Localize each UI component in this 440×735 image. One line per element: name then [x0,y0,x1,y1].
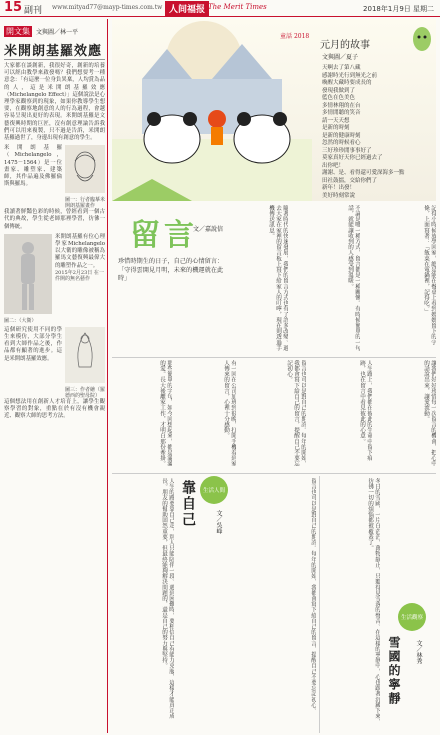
poem-line: 三好珍珍閒事事好了 [322,147,372,154]
poem-line: 喚醒大藏時要成長的 [322,80,372,86]
column-text-8: 讓我們好好珍惜每一次留言的機會，把心中的話說出來，讓愛流動。 [423,360,436,467]
left-para2: 米開朗基羅（Michelangelo，1475－1564）是一位畫家、雕塑家、建築師，其作品遍及佛羅倫斯與羅馬。 [4,145,62,188]
self-title: 靠自己 [180,480,196,528]
caption-2b: 2015年2月23日 在一件開的無名藝作 [55,269,104,282]
poem-line: 藍色在色美色 [322,95,356,101]
poem-line: 天啊去了第八藏 [322,65,361,71]
poem-line: 發現我做到了 [322,87,356,94]
poem-line: 出你吧！ [322,162,345,169]
poem-line: 請一天天想 [322,117,350,124]
poem-line: 新年！出發！ [322,185,356,191]
calm-byline: 文／林秀 [415,640,422,664]
feature-author: 文／嘉說信 [193,226,224,233]
section-name: 副刊 [24,6,43,16]
statue-david-image [4,234,52,314]
left-title: 米開朗基羅效應 [4,40,105,60]
poem-line: 謝謝、是、看得還可愛深海多一點 [322,170,405,176]
art-stamp-year: 2018 [293,33,310,40]
column-text-2: 不論是哪一種方式，留言都是一種關懷。有時候簡單的一句話，就能讓收到的人感受到溫暖。 [347,205,360,351]
page-header [0,0,440,17]
panda-illustration [112,19,312,201]
poem-title: 元月的故事 [320,40,370,51]
feature-title: 留言 [130,218,198,253]
left-byline: 文與圖／林一平 [36,29,79,36]
left-column-article [4,19,105,733]
art-stamp: 童話 [280,33,293,40]
newspaper-logo-en: The Merit Times [208,3,267,11]
caption-3: 圖三：作者繪（羅德西的聖母院） [65,386,105,399]
row-divider-2 [112,473,436,474]
illustration-panel [112,19,436,201]
caption-2: 圖二：（大衛） [4,317,37,324]
sketch-madonna-image [65,327,105,383]
left-para6: 這個想法用在創新人才培育上，讓學生觀察學習的對象，重點在於有沒有機會親近、觀察大師的思考方法。 [4,398,105,420]
left-para4: 米開朗基羅有位心理學家Michelangelo以大衛的雕像被稱為羅馬文藝復興最偉大的雕塑作品之一。 [55,233,105,269]
column-divider [107,19,108,733]
self-byline: 文／吳峰 [215,510,222,534]
self-badge: 生活人間 [200,476,228,504]
column-text-3: 記得小時候放學回家，總是能在餐桌上看到媽媽留下的字條，上面寫著：「飯菜在電鍋裡，記得吃。」 [423,205,436,345]
header-url: www.mityad77@mayp-times.com.tw [52,4,163,11]
calm-title: 雪國的寧靜 [387,636,401,706]
left-para5: 這個研究使用不同的學生來模仿，大部分學生看到大師作品之後，作品都有顯著的進步。這是米開朗基羅效應。 [4,326,62,362]
poem-line: 忽然的時候看心 [322,140,361,146]
row-divider [112,357,436,358]
poem-author: 文與圖／夏子 [322,54,359,61]
left-para3: 我讀著鮮豔色彩的時候，曾經看到一個古代的典故，學生從老師那裡學習，彷彿一個傳統。 [4,209,105,230]
calm-text: 冬日的雪國，一片白茫茫，萬物靜止，只聽得見雪落的聲音。在這樣的寧靜中，心也跟著沉澱下來，彷彿一切的煩惱都被覆蓋了。 [367,478,380,725]
page-number: 15 [4,0,23,15]
self-text-b: 留言也可以是對自己的期許。每年的開始，我都會寫下給自己的留言，提醒自己不要忘記初心。 [310,478,316,714]
issue-date: 2018年1月9日 星期二 [363,5,434,13]
caption-1: 圖一：行者臨摹米開朗基羅畫作 [65,197,105,210]
poem-lines [322,65,422,200]
poem-line: 田社鼓擂，交給你們了 [322,177,378,184]
calm-badge: 生活觀察 [398,603,426,631]
left-para1: 大家都在談創新，我很好奇，創新的培養可以經由教學來啟發嗎？我們想要考一種意念：「有這麼一位身負異稟，人均賞為品的人，這是米開朗基羅效應（Michelangelo Effect）」這個說法是心理學家觀察到的現象，如果你教導學生想要，在觀察地創意的人的行為過程，會越容易呈現出更好的表現。米開朗基羅是文藝復興時期的巨匠，沒有創意理論告訴我們可以用來複製，只不過是告訴，米開朗基羅過世了，身邊出現有創意的學生。 [4,63,105,142]
sketch-portrait-image [65,145,105,193]
poem-line: 感謝時光行到無光之前 [322,72,378,79]
leaf-doodle-icon [410,25,434,59]
poem-line: 多情林翔的在台 [322,102,361,109]
column-text-4: 那些簡單的字句，如今回想起來，都是滿滿的愛。長大後離家工作，才明白那份牽掛。 [159,360,172,467]
column-text-1: 隨著時代的快速發展，我們的留言方式也有了許多改變。過去大家在家裡的留言板上寫下給家人的叮嚀，現在則透過手機傳送訊息。 [268,205,288,351]
feature-intro: 珍惜時期生的日子，自己的心情留言：「守得雲開見月明，未來的機運就在此時」 [118,258,224,282]
poem-line: 多情閒聽的笑音 [322,110,361,116]
poem-line: 是新的時刻 [322,125,350,131]
column-text-7: 人生路上，我們都在彼此的生命中留下痕跡，也在留言中看見彼此的心意。 [359,360,372,461]
self-text-a: 人生的路要靠自己走，別人只能陪伴一段。遇到困難時，要相信自己有能力克服，這樣才能真正成長。朋友的幫助固然重要，但最終能夠解決問題的，還是自己的努力與堅持。 [161,478,174,719]
col-divider [319,476,320,733]
column-text-6: 留言也可以是對自己的期許。每年的開始，我都會寫下給自己的留言，提醒自己不要忘記初心。 [286,360,306,467]
column-tag: 開文集 [6,27,30,36]
poem-line: 是新的健康時刻 [322,132,361,139]
newspaper-logo: 人间福报 [165,1,209,16]
column-text-5: 有一回在公司加班到很晚，打開手機看到家人傳來的留言，心裡十分感動。 [223,360,236,467]
poem-line: 莫家真好天你已經過去了 [322,155,383,161]
poem-line: 美好時刻常說 [322,192,356,199]
